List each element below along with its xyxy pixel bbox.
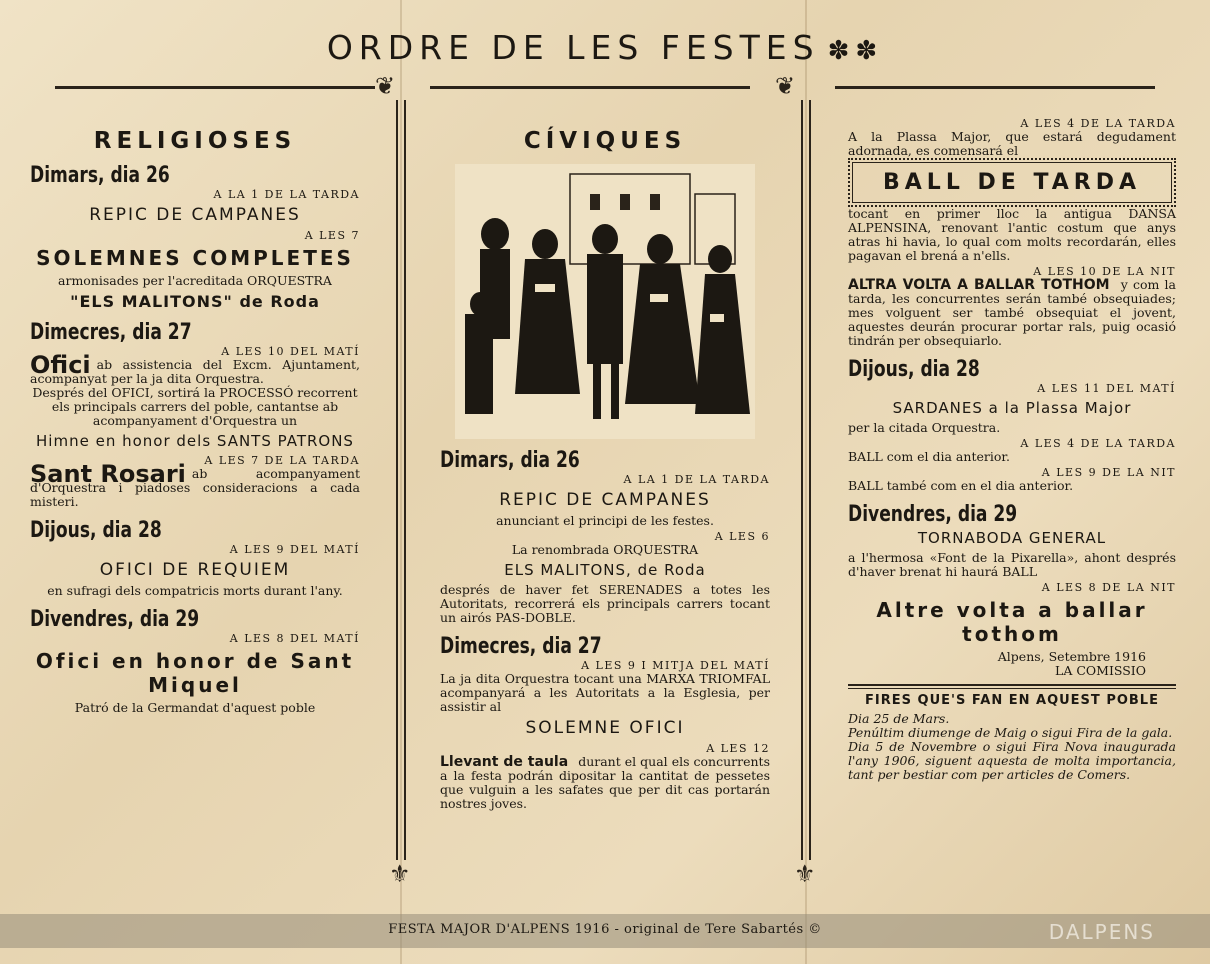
lead-text: durant el qual els concurrents a la festa podrán dipositar la cantitat de pessetes que vulguin a les safates que per dit cas portarán nostres joves.: [440, 754, 770, 811]
caption-bar: [0, 914, 1210, 948]
time-label: A LES 4 DE LA TARDA: [1020, 437, 1176, 450]
lead-title: Llevant de taula: [440, 754, 569, 770]
fair-entry: Penúltim diumenge de Maig o sigui Fira de la gala.: [848, 725, 1173, 740]
time-label: A LES 4 DE LA TARDA: [1020, 117, 1176, 130]
event-title: ELS MALITONS, de Roda: [504, 561, 706, 579]
lead-entry: [440, 755, 770, 811]
body-text: A la Plassa Major, que estará degudament adornada, es comensará el: [848, 129, 1176, 158]
religioses-column: [30, 100, 360, 715]
time-label: A LES 11 DEL MATÍ: [1037, 382, 1176, 395]
body-text: Després del OFICI, sortirá la PROCESSÓ recorrent els principals carrers del poble, cantantse ab acompanyament d'Orquestra un: [32, 385, 358, 428]
tassel-ornament-icon: ⚜: [794, 860, 816, 888]
fair-entry: Dia 25 de Mars.: [848, 711, 950, 726]
body-text: tocant en primer lloc la antigua DANSA ALPENSINA, renovant l'antic costum que anys atras hi havia, lo qual com molts recordarán, elles pagavan el brená a n'ells.: [848, 206, 1176, 263]
event-title: TORNABODA GENERAL: [917, 529, 1107, 547]
event-title: REPIC DE CAMPANES: [89, 205, 301, 225]
day-heading: Dimecres, dia 27: [30, 319, 192, 345]
body-text: La renombrada ORQUESTRA: [511, 542, 699, 557]
body-text: armonisades per l'acreditada ORQUESTRA: [58, 273, 332, 288]
day-heading: Divendres, dia 29: [30, 606, 200, 632]
title-text: ORDRE DE LES FESTES: [326, 28, 820, 67]
right-list: [848, 117, 1176, 782]
header-rule: [430, 86, 750, 89]
lead-title: ALTRA VOLTA A BALLAR TOTHOM: [848, 277, 1110, 293]
civiques-column: [440, 100, 770, 811]
signature-text: Alpens, Setembre 1916: [997, 649, 1146, 664]
day-heading: Dimars, dia 26: [30, 162, 170, 188]
section-rule: [848, 684, 1176, 689]
body-text: després de haver fet SERENADES a totes les Autoritats, recorrerá els principals carrers tocant un airós PAS-DOBLE.: [440, 582, 770, 625]
time-label: A LES 12: [706, 742, 770, 755]
watermark-logo: DALPENS: [1048, 920, 1155, 944]
fair-entry: Dia 5 de Novembre o sigui Fira Nova inaugurada l'any 1906, siguent aquesta de molta importancia, tant per bestiar com per articles de Comers.: [848, 739, 1176, 782]
event-title: "ELS MALITONS" de Roda: [70, 292, 320, 311]
lead-text: ab acompanyament d'Orquestra i piadoses consideracions a cada misteri.: [30, 466, 360, 509]
lead-title: Sant Rosari: [30, 460, 186, 488]
dancing-crowd-illustration: [455, 164, 755, 439]
section-heading: CÍVIQUES: [523, 128, 687, 154]
lead-text: ab assistencia del Excm. Ajuntament, acompanyat per la ja dita Orquestra.: [30, 357, 360, 386]
event-title: SARDANES a la Plassa Major: [892, 399, 1132, 417]
time-label: A LES 8 DEL MATÍ: [229, 632, 360, 645]
right-column: [848, 115, 1176, 782]
time-label: A LES 7 DE LA TARDA: [204, 454, 360, 467]
day-heading: Dijous, dia 28: [30, 517, 162, 543]
event-title: OFICI DE REQUIEM: [99, 560, 291, 580]
day-heading: Dijous, dia 28: [848, 356, 980, 382]
body-text: en sufragi dels compatricis morts durant l'any.: [47, 583, 343, 598]
page-title: [0, 28, 1210, 67]
time-label: A LES 10 DEL MATÍ: [221, 345, 360, 358]
column-divider: [396, 100, 406, 860]
body-text: Patró de la Germandat d'aquest poble: [74, 700, 316, 715]
body-text: a l'hermosa «Font de la Pixarella», ahont després d'haver brenat hi haurá BALL: [848, 550, 1176, 579]
ball-de-tarda-box: BALL DE TARDA: [848, 158, 1176, 207]
event-title: Himne en honor dels SANTS PATRONS: [36, 432, 354, 450]
event-title: REPIC DE CAMPANES: [499, 490, 711, 510]
body-text: BALL també com en el dia anterior.: [848, 478, 1074, 493]
time-label: A LES 9 I MITJA DEL MATÍ: [581, 659, 770, 672]
lead-title: Ofici: [30, 351, 91, 379]
time-label: A LES 7: [304, 229, 360, 242]
time-label: A LES 8 DE LA NIT: [1041, 581, 1176, 594]
event-title: SOLEMNES COMPLETES: [36, 246, 354, 270]
caption-text: FESTA MAJOR D'ALPENS 1916 - original de Tere Sabartés ©: [388, 922, 822, 937]
day-heading: Divendres, dia 29: [848, 501, 1018, 527]
time-label: A LES 6: [714, 530, 770, 543]
column-divider: [801, 100, 811, 860]
scroll-flourish-icon: ❦: [775, 72, 796, 100]
lead-text: y com la tarda, les concurrentes serán també obsequiades; mes volguent ser també obsequiat el jovent, aquestes deurán procurar portar rals, puig ocasió tindrán per obsequiarlo.: [848, 277, 1176, 348]
event-title: Altre volta a ballar tothom: [876, 598, 1148, 646]
lead-entry: [848, 278, 1176, 348]
religioses-list: [30, 164, 360, 715]
tassel-ornament-icon: ⚜: [389, 860, 411, 888]
section-heading: RELIGIOSES: [93, 128, 297, 154]
signature-text: LA COMISSIO: [1055, 663, 1146, 678]
body-text: anunciant el principi de les festes.: [496, 513, 714, 528]
event-title: SOLEMNE OFICI: [525, 718, 685, 738]
time-label: A LES 10 DE LA NIT: [1033, 265, 1176, 278]
scroll-flourish-icon: ❦: [375, 72, 396, 100]
time-label: A LES 9 DEL MATÍ: [229, 543, 360, 556]
fairs-heading: FIRES QUE'S FAN EN AQUEST POBLE: [865, 693, 1159, 708]
time-label: A LA 1 DE LA TARDA: [213, 188, 360, 201]
time-label: A LA 1 DE LA TARDA: [623, 473, 770, 486]
event-title: Ofici en honor de Sant Miquel: [35, 649, 355, 697]
day-heading: Dimars, dia 26: [440, 447, 580, 473]
header-rule: [55, 86, 375, 89]
body-text: BALL com el dia anterior.: [848, 449, 1010, 464]
day-heading: Dimecres, dia 27: [440, 633, 602, 659]
body-text: La ja dita Orquestra tocant una MARXA TRIOMFAL acompanyará a les Autoritats a la Esglesia, per assistir al: [440, 671, 770, 714]
body-text: per la citada Orquestra.: [848, 420, 1001, 435]
flower-ornament-icon: ✽✽: [827, 36, 884, 66]
civiques-list: [440, 449, 770, 811]
header-rule: [835, 86, 1155, 89]
time-label: A LES 9 DE LA NIT: [1041, 466, 1176, 479]
